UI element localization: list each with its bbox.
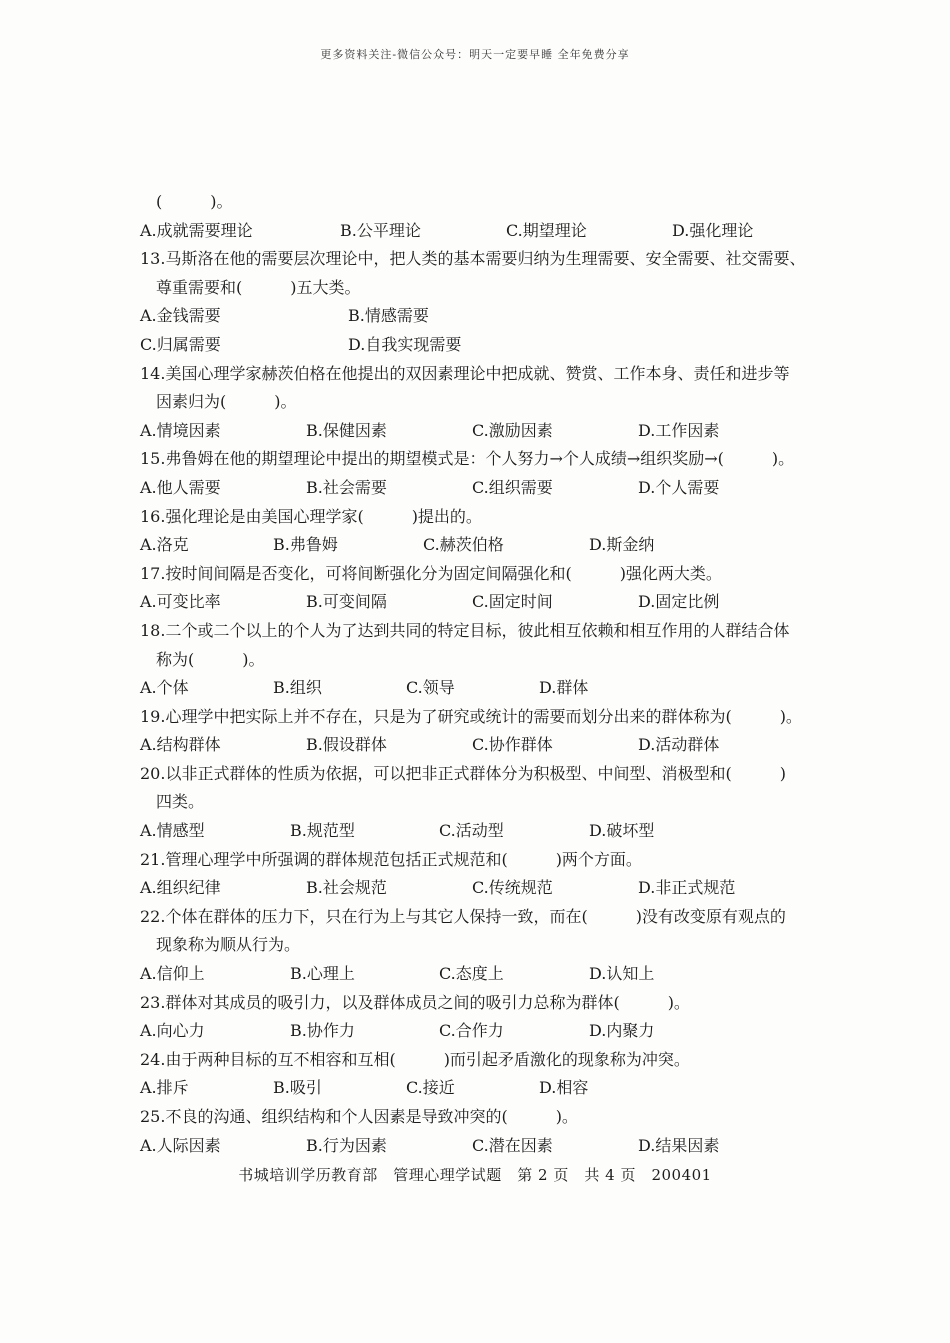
q20-stem-2: 四类。 — [156, 792, 205, 812]
q24-option-c: C.接近 — [406, 1078, 455, 1098]
q12-options — [140, 217, 820, 246]
q22-option-b: B.心理上 — [290, 964, 355, 984]
q16-option-d: D.斯金纳 — [589, 535, 655, 555]
q18-option-d: D.群体 — [539, 678, 589, 698]
q25-stem-1: 25.不良的沟通、组织结构和个人因素是导致冲突的( )。 — [140, 1107, 578, 1126]
q15-option-b: B.社会需要 — [306, 477, 387, 497]
q20-option-b: B.规范型 — [290, 821, 355, 841]
q17-options — [140, 588, 820, 617]
q14-option-d: D.工作因素 — [638, 420, 720, 440]
q18-option-c: C.领导 — [406, 678, 455, 698]
q15-stem-1: 15.弗鲁姆在他的期望理论中提出的期望模式是：个人努力→个人成绩→组织奖励→( )。 — [140, 449, 795, 469]
q19-option-d: D.活动群体 — [638, 735, 720, 755]
q20-option-d: D.破坏型 — [589, 821, 655, 841]
q22-option-d: D.认知上 — [589, 964, 655, 984]
q19-options — [140, 731, 820, 760]
q22-option-c: C.态度上 — [439, 964, 504, 984]
q12-option-b: B.公平理论 — [340, 220, 421, 240]
q25-option-d: D.结果因素 — [638, 1135, 720, 1155]
q24-option-b: B.吸引 — [273, 1078, 322, 1098]
q21-options — [140, 874, 820, 903]
header-note: 更多资料关注-微信公众号：明天一定要早睡 全年免费分享 — [320, 48, 630, 61]
q17-option-b: B.可变间隔 — [306, 592, 387, 612]
q23-option-d: D.内聚力 — [589, 1021, 655, 1041]
q16-stem-1: 16.强化理论是由美国心理学家( )提出的。 — [140, 506, 482, 526]
q20-option-a: A.情感型 — [140, 821, 205, 841]
question-list — [140, 188, 820, 1160]
q15-options — [140, 474, 820, 503]
q23-stem-1: 23.群体对其成员的吸引力，以及群体成员之间的吸引力总称为群体( )。 — [140, 992, 690, 1012]
q13-options-row2 — [140, 331, 820, 360]
q14-option-a: A.情境因素 — [140, 420, 221, 440]
q23-option-a: A.向心力 — [140, 1021, 205, 1041]
q23-options — [140, 1017, 820, 1046]
q12-tail: ( )。 — [156, 192, 233, 211]
q24-option-a: A.排斥 — [140, 1078, 189, 1098]
page-footer: 书城培训学历教育部 管理心理学试题 第 2 页 共 4 页 200401 — [238, 1166, 712, 1184]
q16-option-c: C.赫茨伯格 — [423, 535, 504, 555]
q23-option-b: B.协作力 — [290, 1021, 355, 1041]
q15-option-d: D.个人需要 — [638, 477, 720, 497]
q16-option-b: B.弗鲁姆 — [273, 535, 338, 555]
q21-option-a: A.组织纪律 — [140, 878, 221, 898]
q12-option-d: D.强化理论 — [672, 220, 754, 240]
q25-option-c: C.潜在因素 — [472, 1135, 553, 1155]
q17-option-d: D.固定比例 — [638, 592, 720, 612]
q12-option-a: A.成就需要理论 — [140, 220, 253, 240]
q17-option-a: A.可变比率 — [140, 592, 221, 612]
q21-option-d: D.非正式规范 — [638, 878, 736, 898]
q13-stem-2: 尊重需要和( )五大类。 — [156, 277, 361, 297]
q19-stem-1: 19.心理学中把实际上并不存在，只是为了研究或统计的需要而划分出来的群体称为( )。 — [140, 706, 802, 726]
q13-stem-1: 13.马斯洛在他的需要层次理论中，把人类的基本需要归纳为生理需要、安全需要、社交需要、 — [140, 249, 806, 269]
q14-option-b: B.保健因素 — [306, 420, 387, 440]
q19-option-a: A.结构群体 — [140, 735, 221, 755]
q21-option-c: C.传统规范 — [472, 878, 553, 898]
q16-option-a: A.洛克 — [140, 535, 189, 555]
q18-stem-2: 称为( )。 — [156, 649, 265, 669]
q13-options-row1 — [140, 302, 820, 331]
q22-options — [140, 960, 820, 989]
q15-option-c: C.组织需要 — [472, 477, 553, 497]
q17-stem-1: 17.按时间间隔是否变化，可将间断强化分为固定间隔强化和( )强化两大类。 — [140, 563, 722, 583]
q14-options — [140, 417, 820, 446]
q18-options — [140, 674, 820, 703]
q21-option-b: B.社会规范 — [306, 878, 387, 898]
q13-option-b: B.情感需要 — [348, 306, 429, 326]
q12-option-c: C.期望理论 — [506, 220, 587, 240]
q18-option-a: A.个体 — [140, 678, 189, 698]
q24-option-d: D.相容 — [539, 1078, 589, 1098]
q18-option-b: B.组织 — [273, 678, 322, 698]
q19-option-c: C.协作群体 — [472, 735, 553, 755]
q13-option-d: D.自我实现需要 — [348, 334, 462, 354]
q20-option-c: C.活动型 — [439, 821, 504, 841]
q22-option-a: A.信仰上 — [140, 964, 205, 984]
q23-option-c: C.合作力 — [439, 1021, 504, 1041]
q24-stem-1: 24.由于两种目标的互不相容和互相( )而引起矛盾激化的现象称为冲突。 — [140, 1049, 690, 1069]
q19-option-b: B.假设群体 — [306, 735, 387, 755]
q22-stem-1: 22.个体在群体的压力下，只在行为上与其它人保持一致，而在( )没有改变原有观点的 — [140, 906, 786, 926]
q22-stem-2: 现象称为顺从行为。 — [156, 935, 301, 955]
q13-option-c: C.归属需要 — [140, 334, 221, 354]
q20-options — [140, 817, 820, 846]
q25-options — [140, 1132, 820, 1161]
q15-option-a: A.他人需要 — [140, 477, 221, 497]
q14-stem-1: 14.美国心理学家赫茨伯格在他提出的双因素理论中把成就、赞赏、工作本身、责任和进步等 — [140, 363, 790, 383]
q16-options — [140, 531, 820, 560]
q18-stem-1: 18.二个或二个以上的个人为了达到共同的特定目标，彼此相互依赖和相互作用的人群结合体 — [140, 620, 790, 640]
q14-option-c: C.激励因素 — [472, 420, 553, 440]
q17-option-c: C.固定时间 — [472, 592, 553, 612]
q21-stem-1: 21.管理心理学中所强调的群体规范包括正式规范和( )两个方面。 — [140, 849, 642, 869]
q20-stem-1: 20.以非正式群体的性质为依据，可以把非正式群体分为积极型、中间型、消极型和( ) — [140, 763, 786, 783]
q25-option-a: A.人际因素 — [140, 1135, 221, 1155]
q25-option-b: B.行为因素 — [306, 1135, 387, 1155]
q24-options — [140, 1074, 820, 1103]
q13-option-a: A.金钱需要 — [140, 306, 221, 326]
q14-stem-2: 因素归为( )。 — [156, 392, 297, 412]
